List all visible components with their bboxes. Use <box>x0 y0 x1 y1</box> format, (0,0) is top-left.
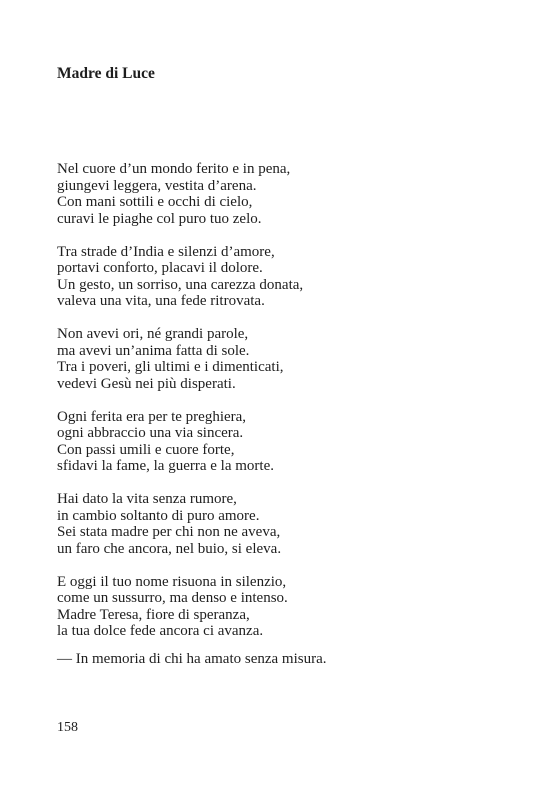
poem-line: Ogni ferita era per te preghiera, <box>57 408 247 425</box>
stanza <box>57 326 303 392</box>
poem-title: Madre di Luce <box>57 65 155 82</box>
poem-line: Sei stata madre per chi non ne aveva, <box>57 524 281 540</box>
poem-line: Con mani sottili e occhi di cielo, <box>57 194 253 210</box>
stanza <box>57 161 303 227</box>
poem-line: vedevi Gesù nei più disperati. <box>57 375 236 392</box>
poem-line: un faro che ancora, nel buio, si eleva. <box>57 540 282 557</box>
poem-line: come un sussurro, ma denso e intenso. <box>57 590 288 606</box>
poem-line: Non avevi ori, né grandi parole, <box>57 326 249 342</box>
poem-line: portavi conforto, placavi il dolore. <box>57 260 263 276</box>
poem-line: Tra strade d’India e silenzi d’amore, <box>57 243 275 260</box>
poem-line: Madre Teresa, fiore di speranza, <box>57 606 250 623</box>
poem-line: Hai dato la vita senza rumore, <box>57 491 237 507</box>
poem-line: ogni abbraccio una via sincera. <box>57 425 244 441</box>
poem-line: ma avevi un’anima fatta di sole. <box>57 342 250 359</box>
poem-line: E oggi il tuo nome risuona in silenzio, <box>57 573 287 590</box>
poem-line: in cambio soltanto di puro amore. <box>57 507 260 524</box>
stanza <box>57 491 303 557</box>
poem-line: valeva una vita, una fede ritrovata. <box>57 293 265 309</box>
stanza <box>57 574 303 640</box>
poem-line: Nel cuore d’un mondo ferito e in pena, <box>57 161 291 177</box>
poem-line: Un gesto, un sorriso, una carezza donata, <box>57 276 304 293</box>
page-number: 158 <box>57 720 78 735</box>
poem-line: sfidavi la fame, la guerra e la morte. <box>57 458 274 474</box>
stanza <box>57 409 303 475</box>
poem-line: Tra i poveri, gli ultimi e i dimenticati, <box>57 359 284 375</box>
poem-line: la tua dolce fede ancora ci avanza. <box>57 623 264 639</box>
poem-line: Con passi umili e cuore forte, <box>57 441 235 458</box>
poem-line: giungevi leggera, vestita d’arena. <box>57 177 257 194</box>
dedication-line: — In memoria di chi ha amato senza misura. <box>57 651 327 667</box>
poem-line: curavi le piaghe col puro tuo zelo. <box>57 210 262 227</box>
stanza <box>57 244 303 310</box>
poem-body <box>57 161 303 656</box>
